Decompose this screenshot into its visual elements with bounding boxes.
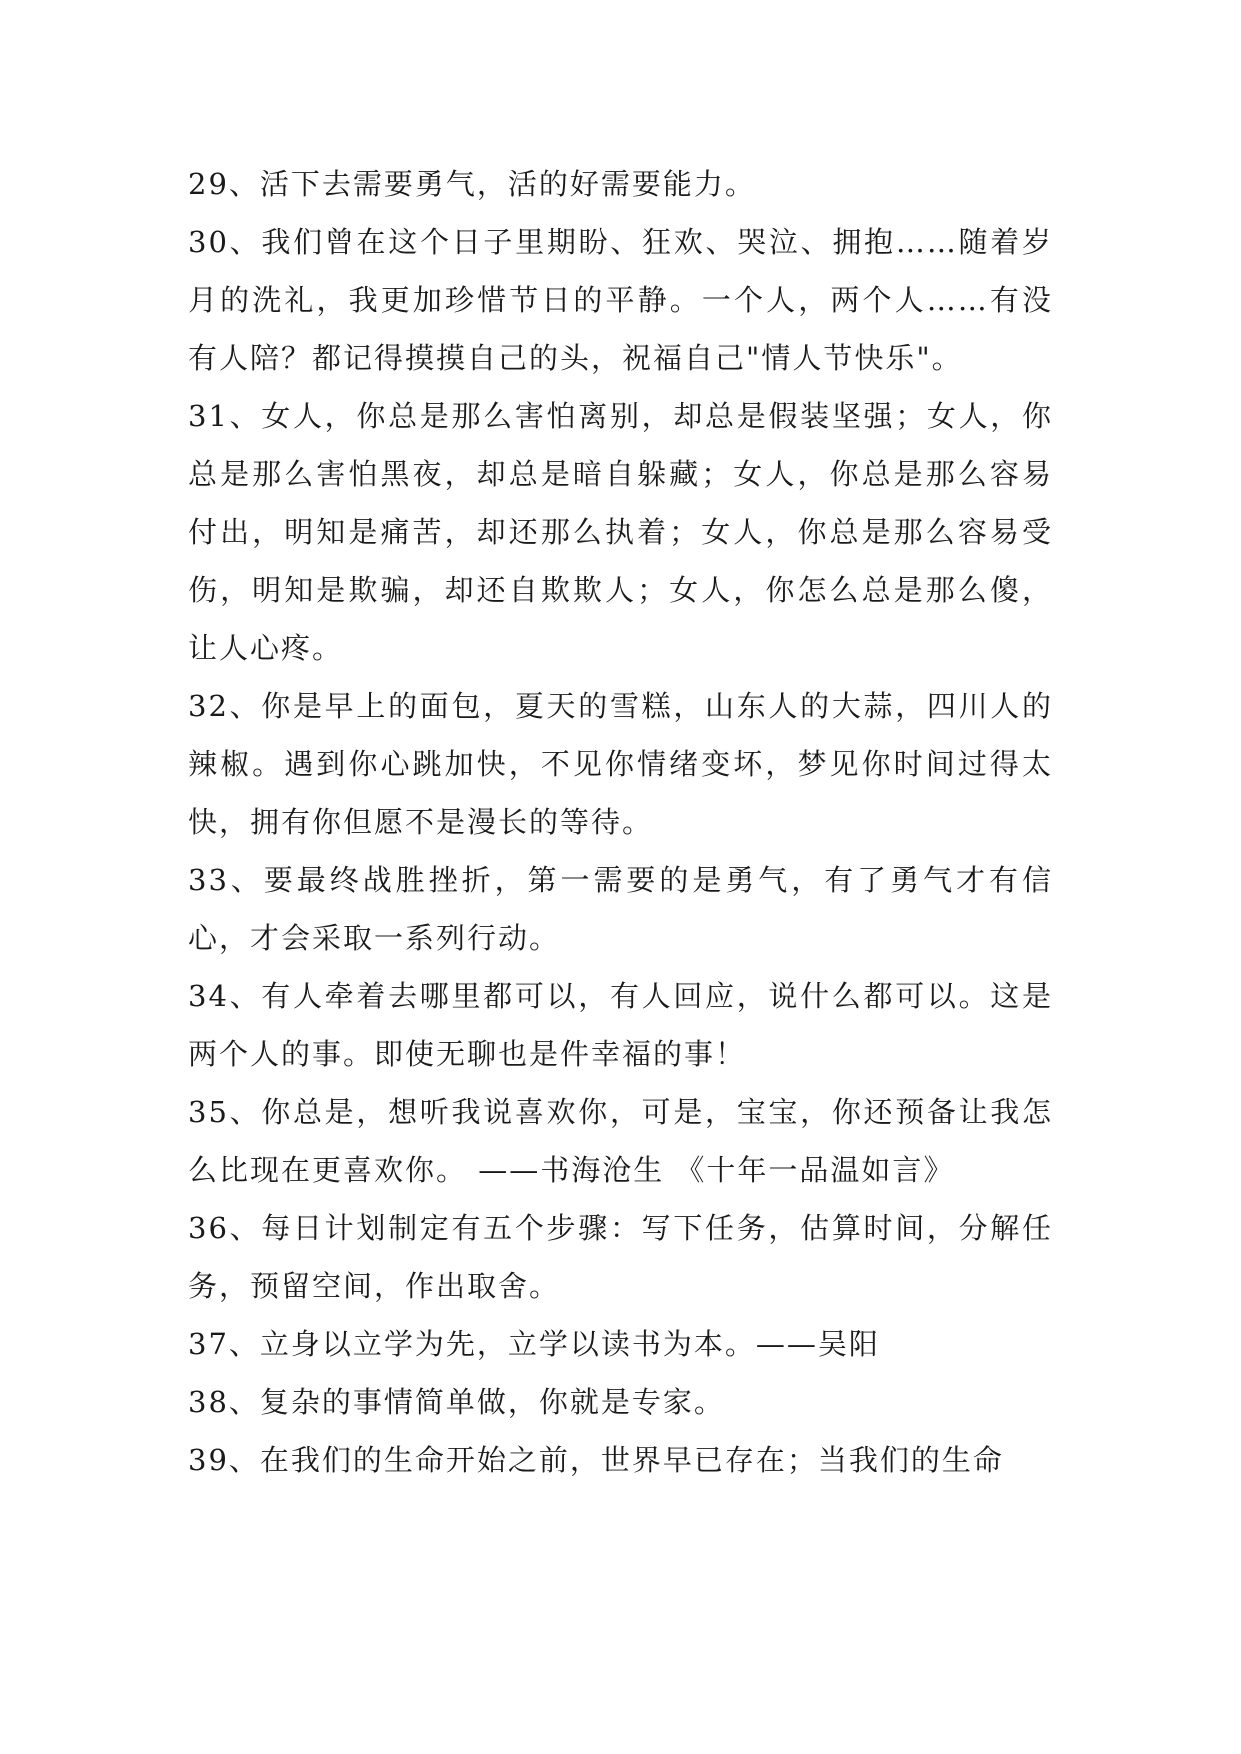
paragraph-33: 33、要最终战胜挫折，第一需要的是勇气，有了勇气才有信心，才会采取一系列行动。	[188, 863, 1053, 955]
paragraph-35: 35、你总是，想听我说喜欢你，可是，宝宝，你还预备让我怎么比现在更喜欢你。 ——书海沧生 《十年一品温如言》	[188, 1095, 1053, 1187]
paragraph-38: 38、复杂的事情简单做，你就是专家。	[188, 1385, 725, 1419]
paragraph-31: 31、女人，你总是那么害怕离别，却总是假装坚强；女人，你总是那么害怕黑夜，却总是暗自躲藏；女人，你总是那么容易付出，明知是痛苦，却还那么执着；女人，你总是那么容易受伤，明知是欺骗，却还自欺欺人；女人，你怎么总是那么傻，让人心疼。	[188, 399, 1053, 665]
paragraph-39: 39、在我们的生命开始之前，世界早已存在；当我们的生命	[188, 1443, 1004, 1477]
paragraph-30: 30、我们曾在这个日子里期盼、狂欢、哭泣、拥抱……随着岁月的洗礼，我更加珍惜节日的平静。一个人，两个人……有没有人陪？都记得摸摸自己的头，祝福自己"情人节快乐"。	[188, 225, 1053, 375]
paragraph-37: 37、立身以立学为先，立学以读书为本。——吴阳	[188, 1327, 880, 1361]
paragraph-34: 34、有人牵着去哪里都可以，有人回应，说什么都可以。这是两个人的事。即使无聊也是件幸福的事！	[188, 979, 1053, 1071]
paragraph-32: 32、你是早上的面包，夏天的雪糕，山东人的大蒜，四川人的辣椒。遇到你心跳加快，不见你情绪变坏，梦见你时间过得太快，拥有你但愿不是漫长的等待。	[188, 689, 1053, 839]
paragraph-29: 29、活下去需要勇气，活的好需要能力。	[188, 167, 756, 201]
paragraph-36: 36、每日计划制定有五个步骤：写下任务，估算时间，分解任务，预留空间，作出取舍。	[188, 1211, 1053, 1303]
document-body	[188, 155, 1053, 1489]
